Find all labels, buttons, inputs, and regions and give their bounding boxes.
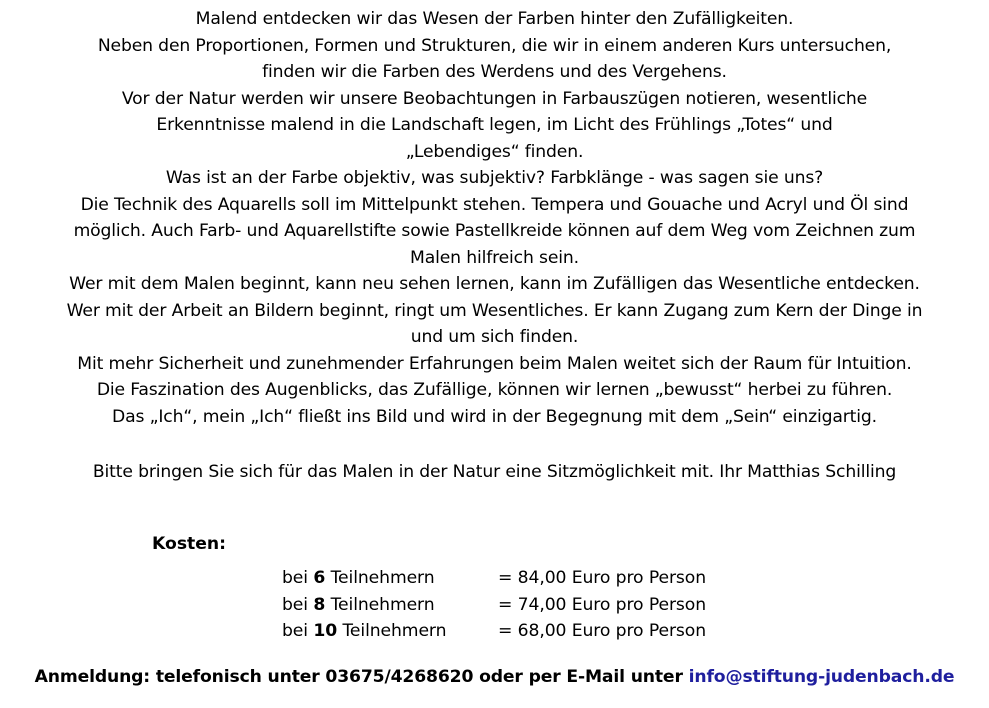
participant-count: 8 <box>313 595 326 615</box>
description-line: Malen hilfreich sein. <box>410 247 579 268</box>
registration-text: Anmeldung: telefonisch unter 03675/4268620 oder per E-Mail unter <box>34 667 683 687</box>
description-line: Neben den Proportionen, Formen und Strukturen, die wir in einem anderen Kurs untersuchen, <box>97 35 892 56</box>
description-line: Vor der Natur werden wir unsere Beobachtungen in Farbauszügen notieren, wesentliche <box>121 88 868 109</box>
description-line: Das „Ich“, mein „Ich“ fließt ins Bild und wird in der Begegnung mit dem „Sein“ einzigartig. <box>112 406 877 427</box>
description-line: finden wir die Farben des Werdens und des Vergehens. <box>262 62 727 82</box>
email-link[interactable]: info@stiftung-judenbach.de <box>688 667 955 687</box>
unit-text: Teilnehmern <box>330 595 435 615</box>
costs-label: Kosten: <box>152 534 227 554</box>
prefix-text: bei <box>282 595 308 615</box>
description-line: Malend entdecken wir das Wesen der Farben hinter den Zufälligkeiten. <box>195 9 794 29</box>
participant-count: 10 <box>313 621 338 641</box>
unit-text: Teilnehmern <box>342 621 447 641</box>
participants-label <box>282 595 435 615</box>
registration-line <box>0 667 989 687</box>
closing-line: Bitte bringen Sie sich für das Malen in der Natur eine Sitzmöglichkeit mit. Ihr Matthias Schilling <box>92 462 897 482</box>
description-line: Was ist an der Farbe objektiv, was subjektiv? Farbklänge - was sagen sie uns? <box>165 168 824 188</box>
participants-label <box>282 621 446 641</box>
unit-text: Teilnehmern <box>330 568 435 588</box>
description-line: möglich. Auch Farb- und Aquarellstifte sowie Pastellkreide können auf dem Weg vom Zeichnen zum <box>73 221 916 241</box>
price-row <box>282 568 742 594</box>
course-description <box>0 6 989 430</box>
price-value: = 84,00 Euro pro Person <box>498 568 706 588</box>
price-row <box>282 595 742 621</box>
description-line: Mit mehr Sicherheit und zunehmender Erfahrungen beim Malen weitet sich der Raum für Intuition. <box>77 353 912 374</box>
description-line: „Lebendiges“ finden. <box>405 141 584 162</box>
description-line: Die Technik des Aquarells soll im Mittelpunkt stehen. Tempera und Gouache und Acryl und Öl sind <box>80 194 909 215</box>
participant-count: 6 <box>313 568 326 588</box>
prefix-text: bei <box>282 568 308 588</box>
price-value: = 68,00 Euro pro Person <box>498 621 706 641</box>
price-value: = 74,00 Euro pro Person <box>498 595 706 615</box>
description-line: Erkenntnisse malend in die Landschaft legen, im Licht des Frühlings „Totes“ und <box>156 115 833 135</box>
price-row <box>282 621 742 647</box>
participants-label <box>282 568 435 588</box>
description-line: Die Faszination des Augenblicks, das Zufällige, können wir lernen „bewusst“ herbei zu führen. <box>96 380 893 400</box>
prefix-text: bei <box>282 621 308 641</box>
description-line: Wer mit der Arbeit an Bildern beginnt, ringt um Wesentliches. Er kann Zugang zum Kern der Dinge in <box>66 300 923 321</box>
description-line: und um sich finden. <box>410 327 579 347</box>
description-line: Wer mit dem Malen beginnt, kann neu sehen lernen, kann im Zufälligen das Wesentliche entdecken. <box>69 274 920 294</box>
